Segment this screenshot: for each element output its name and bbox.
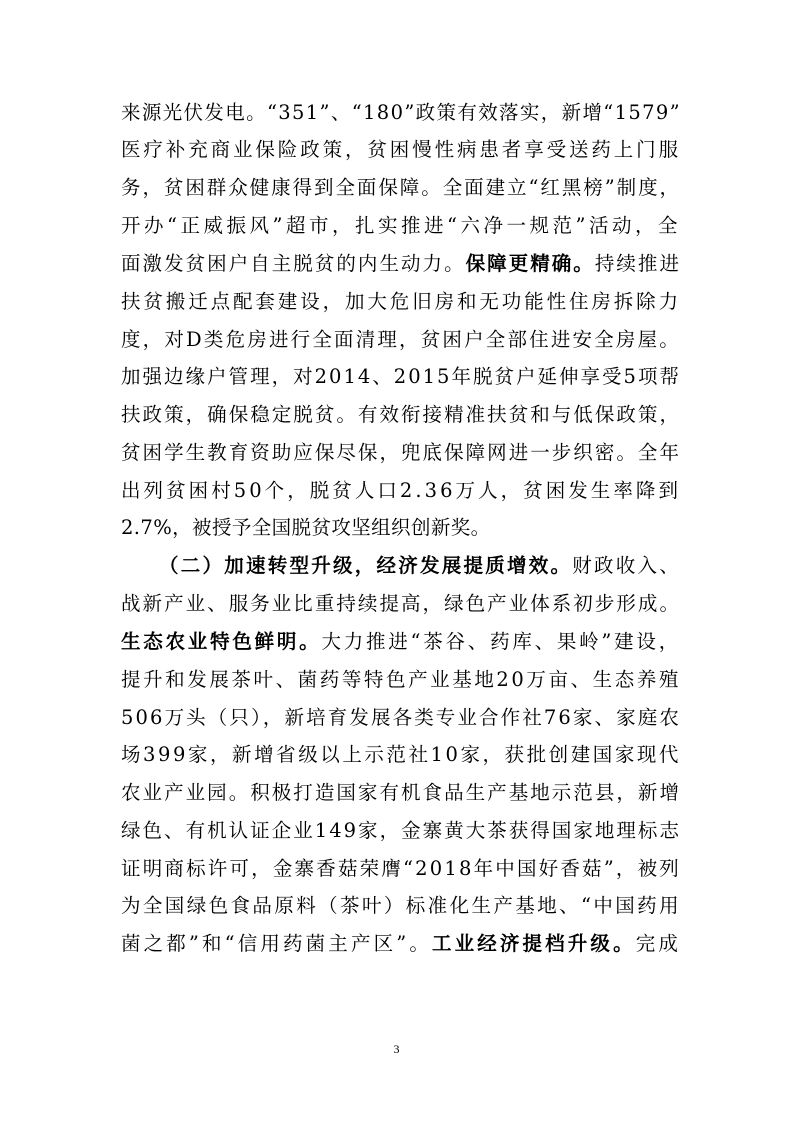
body-text-segment: 扶贫搬迁点配套建设，加大危旧房和无功能性住房拆除力	[121, 290, 681, 313]
body-text-segment: 出列贫困村50个，脱贫人口2.36万人，贫困发生率降到	[121, 479, 681, 502]
text-line	[121, 287, 681, 317]
body-text-segment: 加强边缘户管理，对2014、2015年脱贫户延伸享受5项帮	[121, 365, 681, 388]
body-text-segment: 度，对D类危房进行全面清理，贫困户全部住进安全房屋。	[121, 328, 681, 351]
body-text-segment: 务，贫困群众健康得到全面保障。全面建立“红黑榜”制度，	[121, 176, 681, 199]
bold-heading-text: 生态农业特色鲜明。	[121, 630, 322, 653]
body-text-segment: 开办“正威振风”超市，扎实推进“六净一规范”活动，全	[121, 214, 681, 237]
text-line	[121, 740, 681, 770]
body-text-segment: 大力推进“茶谷、药库、果岭”建设，	[321, 630, 681, 653]
text-line	[121, 778, 681, 808]
body-text-segment: 绿色、有机认证企业149家，金寨黄大茶获得国家地理标志	[121, 819, 681, 842]
body-text-segment: 持续推进	[594, 252, 681, 275]
text-line	[121, 135, 681, 165]
text-line	[121, 816, 681, 846]
body-text-segment: 财政收入、	[572, 554, 681, 577]
text-line	[121, 173, 681, 203]
text-line	[121, 362, 681, 392]
body-text-segment: 面激发贫困户自主脱贫的内生动力。	[121, 252, 466, 275]
text-line	[121, 211, 681, 241]
text-line	[121, 438, 681, 468]
text-line	[121, 400, 681, 430]
text-line	[121, 665, 681, 695]
text-line	[121, 703, 681, 733]
bold-heading-text: （二）加速转型升级，经济发展提质增效。	[159, 554, 573, 577]
text-line	[121, 627, 681, 657]
page-number: 3	[393, 1042, 400, 1056]
body-text-segment: 贫困学生教育资助应保尽保，兜底保障网进一步织密。全年	[121, 441, 681, 464]
body-text-segment: 菌之都”和“信用药菌主产区”。	[121, 932, 432, 955]
bold-heading-text: 保障更精确。	[465, 252, 595, 275]
text-line	[121, 249, 681, 279]
body-text-segment: 战新产业、服务业比重持续提高，绿色产业体系初步形成。	[121, 592, 681, 615]
text-line	[159, 551, 681, 581]
body-text-segment: 提升和发展茶叶、菌药等特色产业基地20万亩、生态养殖	[121, 668, 681, 691]
body-text-segment: 扶政策，确保稳定脱贫。有效衔接精准扶贫和与低保政策，	[121, 403, 681, 426]
body-text-segment: 场399家，新增省级以上示范社10家，获批创建国家现代	[121, 743, 681, 766]
body-text-segment: 医疗补充商业保险政策，贫困慢性病患者享受送药上门服	[121, 138, 681, 161]
body-text-segment: 为全国绿色食品原料（茶叶）标准化生产基地、“中国药用	[121, 894, 681, 917]
bold-heading-text: 工业经济提档升级。	[431, 932, 636, 955]
text-line	[121, 589, 681, 619]
text-line	[121, 513, 681, 543]
body-text-segment: 2.7%，被授予全国脱贫攻坚组织创新奖。	[121, 516, 491, 539]
text-line	[121, 854, 681, 884]
body-text-segment: 506万头（只），新培育发展各类专业合作社76家、家庭农	[121, 706, 681, 729]
text-line	[121, 98, 681, 128]
text-line	[121, 476, 681, 506]
body-text-segment: 证明商标许可，金寨香菇荣膺“2018年中国好香菇”，被列	[121, 857, 681, 880]
text-line	[121, 325, 681, 355]
body-text-segment: 农业产业园。积极打造国家有机食品生产基地示范县，新增	[121, 781, 681, 804]
body-text-segment: 完成	[635, 932, 681, 955]
text-line	[121, 929, 681, 959]
text-line	[121, 891, 681, 921]
body-text-segment: 来源光伏发电。“351”、“180”政策有效落实，新增“1579”	[121, 101, 681, 124]
